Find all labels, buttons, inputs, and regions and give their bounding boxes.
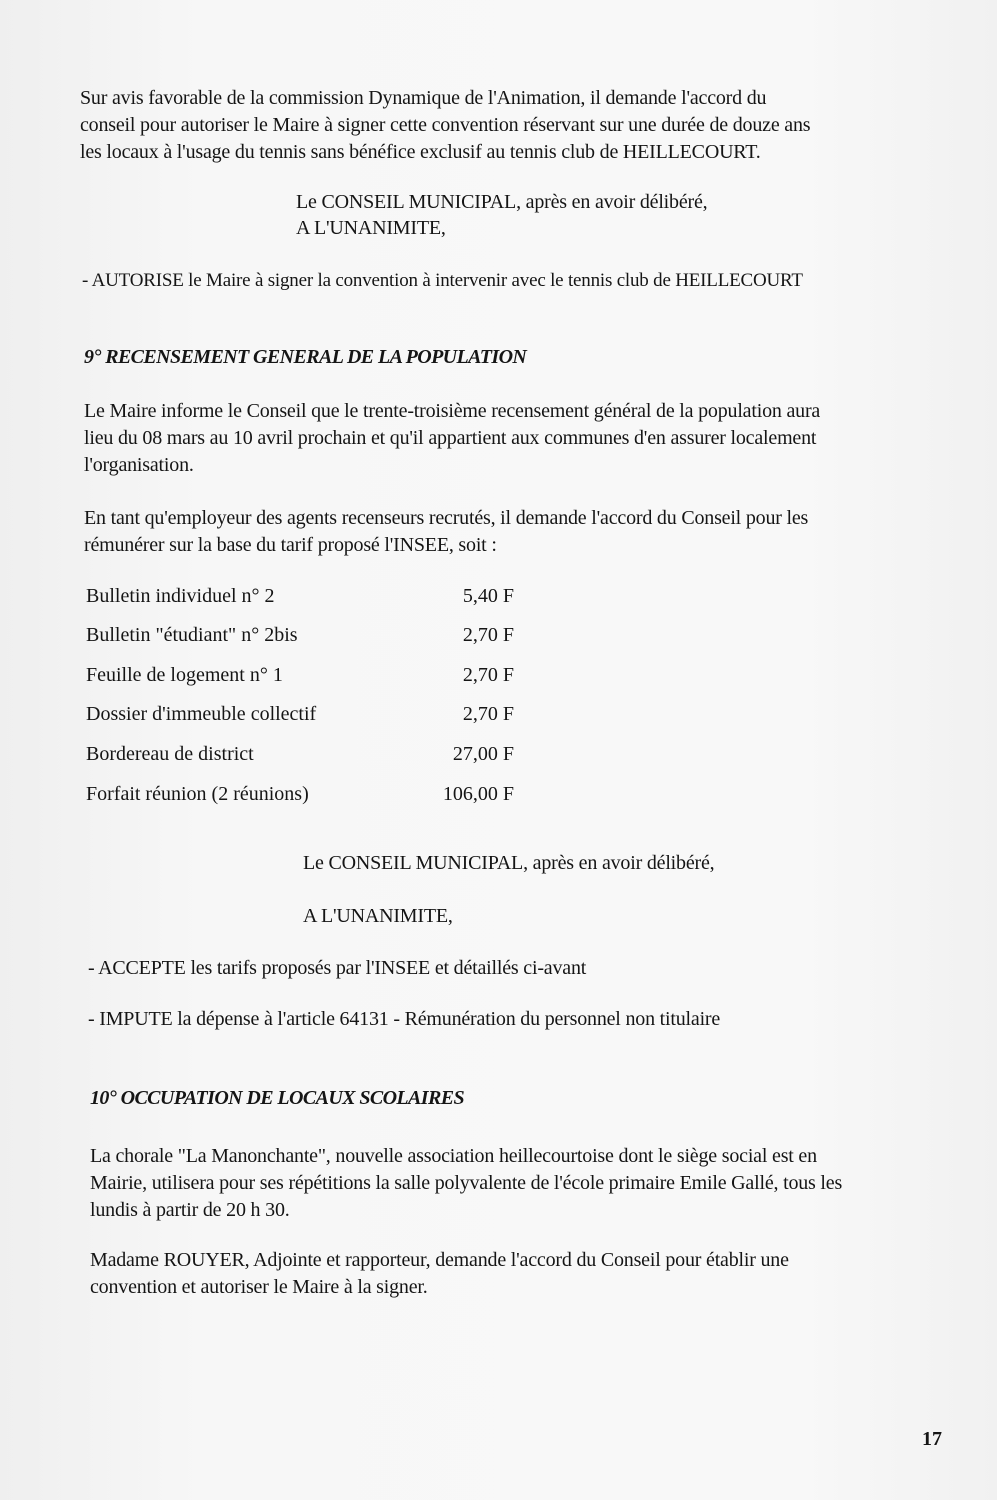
section-9-resolution-impute: - IMPUTE la dépense à l'article 64131 - Rémunération du personnel non titulaire — [88, 1008, 721, 1030]
section-9-heading: 9° RECENSEMENT GENERAL DE LA POPULATION — [84, 346, 527, 368]
tariff-value: 2,70 F — [462, 703, 514, 725]
section-9-paragraph-1-line-1: Le Maire informe le Conseil que le trente-troisième recensement général de la population aura — [84, 400, 821, 422]
section-10-heading: 10° OCCUPATION DE LOCAUX SCOLAIRES — [90, 1087, 464, 1109]
section-8-decision-intro: Le CONSEIL MUNICIPAL, après en avoir délibéré, — [296, 191, 708, 213]
tariff-value: 106,00 F — [442, 783, 514, 805]
section-10-paragraph-1-line-2: Mairie, utilisera pour ses répétitions la salle polyvalente de l'école primaire Emile Gallé, tous les — [90, 1172, 843, 1194]
section-8-decision-vote: A L'UNANIMITE, — [296, 217, 446, 239]
section-9-paragraph-2-line-2: rémunérer sur la base du tarif proposé l'INSEE, soit : — [84, 534, 497, 556]
section-8-resolution-authorise: - AUTORISE le Maire à signer la convention à intervenir avec le tennis club de HEILLECOURT — [82, 270, 803, 291]
section-9-decision-intro: Le CONSEIL MUNICIPAL, après en avoir délibéré, — [303, 852, 715, 874]
page-number: 17 — [922, 1428, 942, 1450]
tariff-label: Bordereau de district — [86, 743, 254, 765]
tariff-value: 2,70 F — [462, 624, 514, 646]
section-8-paragraph-line-1: Sur avis favorable de la commission Dynamique de l'Animation, il demande l'accord du — [80, 87, 767, 109]
tariff-label: Bulletin individuel n° 2 — [86, 585, 275, 607]
tariff-label: Forfait réunion (2 réunions) — [86, 783, 309, 805]
section-9-paragraph-2-line-1: En tant qu'employeur des agents recenseurs recrutés, il demande l'accord du Conseil pour les — [84, 507, 809, 529]
section-10-paragraph-1-line-3: lundis à partir de 20 h 30. — [90, 1199, 290, 1221]
tariff-value: 2,70 F — [462, 664, 514, 686]
section-10-paragraph-2-line-2: convention et autoriser le Maire à la signer. — [90, 1276, 428, 1298]
section-8-paragraph-line-2: conseil pour autoriser le Maire à signer cette convention réservant sur une durée de douze ans — [80, 114, 811, 136]
tariff-label: Feuille de logement n° 1 — [86, 664, 283, 686]
section-10-paragraph-1-line-1: La chorale "La Manonchante", nouvelle association heillecourtoise dont le siège social est en — [90, 1145, 817, 1167]
section-10-paragraph-2-line-1: Madame ROUYER, Adjointe et rapporteur, demande l'accord du Conseil pour établir une — [90, 1249, 789, 1271]
tariff-label: Dossier d'immeuble collectif — [86, 703, 317, 725]
tariff-label: Bulletin "étudiant" n° 2bis — [86, 624, 298, 646]
tariff-value: 27,00 F — [452, 743, 514, 765]
section-9-paragraph-1-line-2: lieu du 08 mars au 10 avril prochain et qu'il appartient aux communes d'en assurer localement — [84, 427, 817, 449]
section-9-decision-vote: A L'UNANIMITE, — [303, 905, 453, 927]
tariff-value: 5,40 F — [462, 585, 514, 607]
section-9-paragraph-1-line-3: l'organisation. — [84, 454, 194, 476]
section-8-paragraph-line-3: les locaux à l'usage du tennis sans bénéfice exclusif au tennis club de HEILLECOURT. — [80, 141, 761, 163]
section-9-resolution-accepte: - ACCEPTE les tarifs proposés par l'INSEE et détaillés ci-avant — [88, 957, 587, 979]
